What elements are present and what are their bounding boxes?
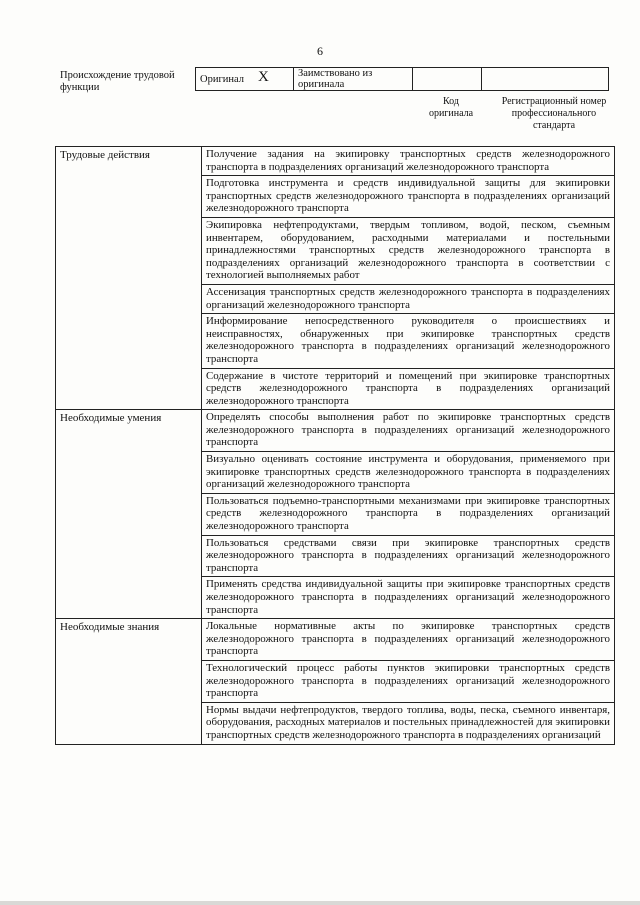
item-cell: Содержание в чистоте территорий и помещений при экипировке транспортных средств железнодорожного транспорта в подразделениях организаций железнодорожного транспорта (202, 368, 615, 410)
item-cell: Подготовка инструмента и средств индивидуальной защиты для экипировки транспортных средств железнодорожного транспорта в подразделениях организаций железнодорожного транспорта (202, 176, 615, 218)
category-cell: Трудовые действия (56, 147, 202, 410)
item-cell: Определять способы выполнения работ по экипировке транспортных средств железнодорожного транспорта в подразделениях организаций железнодорожного транспорта (202, 410, 615, 452)
item-cell: Информирование непосредственного руководителя о происшествиях и неисправностях, обнаруженных при экипировке транспортных средств железнодорожного транспорта в подразделениях организаций железнодорожного транспорта (202, 314, 615, 368)
item-cell: Визуально оценивать состояние инструмента и оборудования, применяемого при экипировке транспортных средств железнодорожного транспорта в подразделениях организаций железнодорожного транспорта (202, 452, 615, 494)
original-code-cell (413, 68, 482, 91)
labor-function-table (55, 146, 615, 745)
origin-label: Происхождение трудовой функции (60, 70, 175, 93)
item-cell: Локальные нормативные акты по экипировке транспортных средств железнодорожного транспорта в подразделениях организаций железнодорожного транспорта (202, 619, 615, 661)
item-cell: Получение задания на экипировку транспортных средств железнодорожного транспорта в подразделениях организаций железнодорожного транспорта (202, 147, 615, 176)
registration-number-cell (482, 68, 609, 91)
category-cell: Необходимые умения (56, 410, 202, 619)
item-cell: Технологический процесс работы пунктов экипировки транспортных средств железнодорожного транспорта в подразделениях организаций железнодорожного транспорта (202, 660, 615, 702)
original-cell (196, 68, 294, 91)
item-cell: Пользоваться средствами связи при экипировке транспортных средств железнодорожного транспорта в подразделениях организаций железнодорожного транспорта (202, 535, 615, 577)
borrowed-cell (294, 68, 413, 91)
table-row (56, 410, 615, 452)
page-bottom-edge (0, 901, 640, 905)
labor-function-table-body (56, 147, 615, 745)
table-row (56, 619, 615, 661)
borrowed-label: Заимствовано из оригинала (298, 68, 373, 90)
original-mark: X (258, 69, 269, 85)
item-cell: Экипировка нефтепродуктами, твердым топливом, водой, песком, съемным инвентарем, оборудованием, расходными материалами и постельными принадлежностями транспортных средств железнодорожного транспорта в подразделениях организаций железнодорожного транспорта в соответствии с технологией выполняемых работ (202, 217, 615, 284)
item-cell: Нормы выдачи нефтепродуктов, твердого топлива, воды, песка, съемного инвентаря, оборудования, расходных материалов и постельных принадлежностей для экипировки транспортных средств железнодорожного транспорта в подразделениях организаций (202, 702, 615, 744)
item-cell: Пользоваться подъемно-транспортными механизмами при экипировке транспортных средств железнодорожного транспорта в подразделениях организаций железнодорожного транспорта (202, 493, 615, 535)
category-cell: Необходимые знания (56, 619, 202, 744)
item-cell: Применять средства индивидуальной защиты при экипировке транспортных средств железнодорожного транспорта в подразделениях организаций железнодорожного транспорта (202, 577, 615, 619)
item-cell: Ассенизация транспортных средств железнодорожного транспорта в подразделениях организаций железнодорожного транспорта (202, 284, 615, 313)
page-number: 6 (317, 44, 323, 58)
table-row (56, 147, 615, 176)
registration-number-caption: Регистрационный номер профессионального стандарта (501, 96, 607, 131)
original-code-caption: Код оригинала (428, 96, 474, 119)
original-label: Оригинал (200, 73, 244, 85)
origin-table (195, 67, 609, 91)
